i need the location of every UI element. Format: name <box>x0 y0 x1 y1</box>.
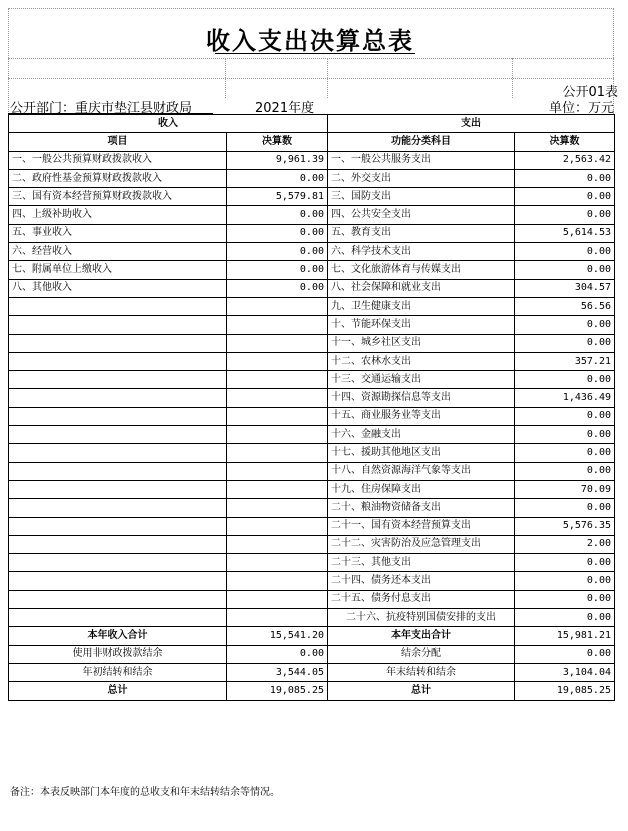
expense-item-value: 0.00 <box>515 371 615 389</box>
table-row <box>9 554 615 572</box>
income-item-value: 9,961.39 <box>227 151 328 169</box>
expense-item-value: 2,563.42 <box>515 151 615 169</box>
table-row <box>9 151 615 169</box>
expense-item-value: 304.57 <box>515 279 615 297</box>
expense-item-value: 0.00 <box>515 206 615 224</box>
expense-item-name: 一、一般公共服务支出 <box>328 151 515 169</box>
income-item-name: 八、其他收入 <box>9 279 227 297</box>
table-row <box>9 316 615 334</box>
summary-row <box>9 682 615 700</box>
department-label: 公开部门：重庆市垫江县财政局 <box>10 101 193 116</box>
income-item-value: 0.00 <box>227 224 328 242</box>
summary-expense-value: 3,104.04 <box>515 663 615 681</box>
title-underline <box>215 53 415 54</box>
page-title: 收入支出决算总表 <box>206 27 414 55</box>
expense-item-value: 0.00 <box>515 590 615 608</box>
table-row <box>9 352 615 370</box>
income-item-name <box>9 572 227 590</box>
income-header: 收入 <box>9 115 328 133</box>
summary-expense-value: 19,085.25 <box>515 682 615 700</box>
table-row <box>9 297 615 315</box>
unit-label: 单位：万元 <box>548 101 614 116</box>
summary-row <box>9 627 615 645</box>
income-item-name <box>9 609 227 627</box>
summary-expense-value: 0.00 <box>515 645 615 663</box>
table-row <box>9 407 615 425</box>
expense-item-name: 二十一、国有资本经营预算支出 <box>328 517 515 535</box>
expense-item-value: 357.21 <box>515 352 615 370</box>
expense-item-name: 二十五、债务付息支出 <box>328 590 515 608</box>
table-row <box>9 206 615 224</box>
table-row <box>9 188 615 206</box>
expense-item-name: 八、社会保障和就业支出 <box>328 279 515 297</box>
summary-income-name: 总计 <box>9 682 227 700</box>
gridline <box>225 58 226 98</box>
income-item-name: 三、国有资本经营预算财政拨款收入 <box>9 188 227 206</box>
expense-item-name: 五、教育支出 <box>328 224 515 242</box>
table-row <box>9 371 615 389</box>
expense-item-value: 0.00 <box>515 316 615 334</box>
income-item-value <box>227 499 328 517</box>
expense-item-value: 1,436.49 <box>515 389 615 407</box>
income-item-name <box>9 480 227 498</box>
expense-item-value: 0.00 <box>515 243 615 261</box>
expense-item-name: 十九、住房保障支出 <box>328 480 515 498</box>
income-item-value <box>227 426 328 444</box>
income-item-name <box>9 316 227 334</box>
income-item-name <box>9 535 227 553</box>
expense-item-value: 0.00 <box>515 261 615 279</box>
expense-item-name: 十二、农林水支出 <box>328 352 515 370</box>
gridline <box>8 78 614 79</box>
income-item-name <box>9 554 227 572</box>
summary-row <box>9 645 615 663</box>
expense-item-name: 十四、资源勘探信息等支出 <box>328 389 515 407</box>
expense-item-value: 5,614.53 <box>515 224 615 242</box>
expense-item-value: 0.00 <box>515 572 615 590</box>
expense-item-value: 0.00 <box>515 169 615 187</box>
expense-item-name: 二十六、抗疫特别国债安排的支出 <box>328 609 515 627</box>
income-item-value: 5,579.81 <box>227 188 328 206</box>
expense-item-value: 0.00 <box>515 334 615 352</box>
expense-item-name: 十三、交通运输支出 <box>328 371 515 389</box>
table-row <box>9 261 615 279</box>
summary-expense-name: 年末结转和结余 <box>328 663 515 681</box>
form-number: 公开01表 <box>562 85 618 100</box>
income-item-name <box>9 462 227 480</box>
expense-item-value: 0.00 <box>515 444 615 462</box>
gridline <box>8 8 614 9</box>
summary-row <box>9 663 615 681</box>
income-item-name: 四、上级补助收入 <box>9 206 227 224</box>
income-item-name <box>9 590 227 608</box>
expense-item-value: 0.00 <box>515 188 615 206</box>
income-item-name: 五、事业收入 <box>9 224 227 242</box>
income-item-name <box>9 297 227 315</box>
summary-expense-name: 总计 <box>328 682 515 700</box>
expense-item-name: 十六、金融支出 <box>328 426 515 444</box>
expense-header: 支出 <box>328 115 615 133</box>
income-item-value <box>227 444 328 462</box>
income-item-value <box>227 352 328 370</box>
expense-item-name: 十、节能环保支出 <box>328 316 515 334</box>
summary-income-name: 本年收入合计 <box>9 627 227 645</box>
income-item-value <box>227 572 328 590</box>
summary-income-value: 0.00 <box>227 645 328 663</box>
summary-income-name: 年初结转和结余 <box>9 663 227 681</box>
table-header-row <box>9 115 615 133</box>
income-item-name <box>9 426 227 444</box>
income-item-value: 0.00 <box>227 169 328 187</box>
expense-item-value: 2.00 <box>515 535 615 553</box>
table-row <box>9 389 615 407</box>
column-header-amount: 决算数 <box>227 133 328 151</box>
income-item-value <box>227 407 328 425</box>
income-item-value: 0.00 <box>227 279 328 297</box>
income-item-value <box>227 480 328 498</box>
expense-item-name: 十一、城乡社区支出 <box>328 334 515 352</box>
income-item-name: 七、附属单位上缴收入 <box>9 261 227 279</box>
summary-income-value: 3,544.05 <box>227 663 328 681</box>
table-row <box>9 499 615 517</box>
expense-item-name: 二十三、其他支出 <box>328 554 515 572</box>
income-item-value <box>227 297 328 315</box>
summary-expense-value: 15,981.21 <box>515 627 615 645</box>
income-item-name <box>9 371 227 389</box>
table-row <box>9 444 615 462</box>
column-header-row <box>9 133 615 151</box>
summary-table <box>8 114 615 701</box>
expense-item-name: 十五、商业服务业等支出 <box>328 407 515 425</box>
summary-income-value: 19,085.25 <box>227 682 328 700</box>
table-row <box>9 169 615 187</box>
expense-item-value: 0.00 <box>515 499 615 517</box>
income-item-value: 0.00 <box>227 243 328 261</box>
table-row <box>9 535 615 553</box>
expense-item-value: 0.00 <box>515 554 615 572</box>
table-row <box>9 224 615 242</box>
income-item-name: 一、一般公共预算财政拨款收入 <box>9 151 227 169</box>
income-item-name <box>9 352 227 370</box>
table-row <box>9 590 615 608</box>
table-row <box>9 279 615 297</box>
expense-item-name: 二、外交支出 <box>328 169 515 187</box>
income-item-value <box>227 334 328 352</box>
column-header-amount: 决算数 <box>515 133 615 151</box>
table-row <box>9 426 615 444</box>
expense-item-name: 二十二、灾害防治及应急管理支出 <box>328 535 515 553</box>
expense-item-name: 三、国防支出 <box>328 188 515 206</box>
table-row <box>9 334 615 352</box>
income-item-name: 六、经营收入 <box>9 243 227 261</box>
income-item-name <box>9 389 227 407</box>
income-item-value <box>227 590 328 608</box>
income-item-value <box>227 371 328 389</box>
table-row <box>9 517 615 535</box>
income-item-value <box>227 316 328 334</box>
expense-item-value: 0.00 <box>515 462 615 480</box>
gridline <box>512 58 513 98</box>
gridline <box>8 58 614 59</box>
income-item-name <box>9 499 227 517</box>
column-header-function: 功能分类科目 <box>328 133 515 151</box>
income-item-name <box>9 334 227 352</box>
expense-item-name: 四、公共安全支出 <box>328 206 515 224</box>
table-row <box>9 609 615 627</box>
income-item-value: 0.00 <box>227 261 328 279</box>
income-item-value <box>227 535 328 553</box>
expense-item-name: 十八、自然资源海洋气象等支出 <box>328 462 515 480</box>
expense-item-name: 二十、粮油物资储备支出 <box>328 499 515 517</box>
expense-item-value: 0.00 <box>515 426 615 444</box>
summary-expense-name: 结余分配 <box>328 645 515 663</box>
column-header-item: 项目 <box>9 133 227 151</box>
expense-item-name: 十七、援助其他地区支出 <box>328 444 515 462</box>
income-item-name: 二、政府性基金预算财政拨款收入 <box>9 169 227 187</box>
gridline <box>327 58 328 98</box>
expense-item-name: 二十四、债务还本支出 <box>328 572 515 590</box>
footnote: 备注：本表反映部门本年度的总收支和年末结转结余等情况。 <box>10 787 280 798</box>
expense-item-name: 六、科学技术支出 <box>328 243 515 261</box>
table-row <box>9 243 615 261</box>
income-item-value <box>227 462 328 480</box>
income-item-value: 0.00 <box>227 206 328 224</box>
income-item-value <box>227 609 328 627</box>
expense-item-value: 70.09 <box>515 480 615 498</box>
income-item-name <box>9 517 227 535</box>
expense-item-value: 5,576.35 <box>515 517 615 535</box>
summary-income-name: 使用非财政拨款结余 <box>9 645 227 663</box>
expense-item-name: 七、文化旅游体育与传媒支出 <box>328 261 515 279</box>
income-item-value <box>227 517 328 535</box>
table-row <box>9 462 615 480</box>
summary-expense-name: 本年支出合计 <box>328 627 515 645</box>
expense-item-value: 0.00 <box>515 407 615 425</box>
fiscal-year: 2021年度 <box>255 101 315 116</box>
summary-income-value: 15,541.20 <box>227 627 328 645</box>
table-row <box>9 480 615 498</box>
unit-line <box>8 97 614 116</box>
income-item-value <box>227 554 328 572</box>
expense-item-value: 0.00 <box>515 609 615 627</box>
income-item-name <box>9 407 227 425</box>
income-item-name <box>9 444 227 462</box>
income-item-value <box>227 389 328 407</box>
expense-item-name: 九、卫生健康支出 <box>328 297 515 315</box>
table-row <box>9 572 615 590</box>
expense-item-value: 56.56 <box>515 297 615 315</box>
